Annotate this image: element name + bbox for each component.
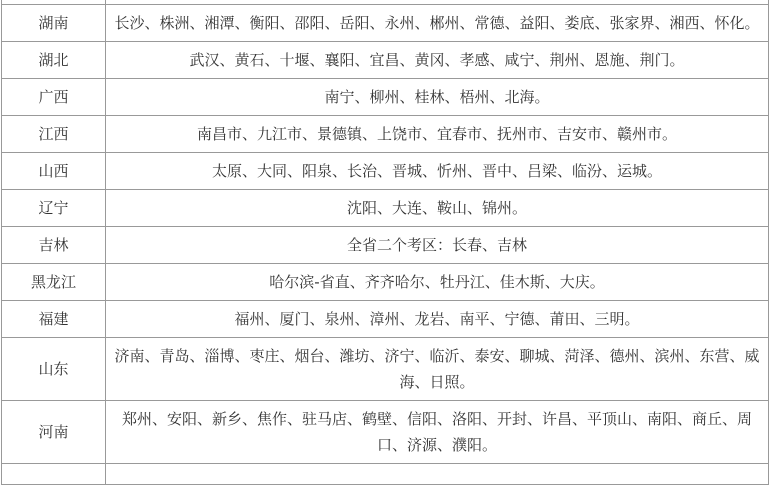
province-cell: 山西 [2,153,106,190]
province-table-body [2,0,769,485]
cities-cell: 太原、大同、阳泉、长治、晋城、忻州、晋中、吕梁、临汾、运城。 [106,153,769,190]
table-row [2,338,769,401]
province-city-table [1,0,769,485]
cities-cell: 南昌市、九江市、景德镇、上饶市、宜春市、抚州市、吉安市、赣州市。 [106,116,769,153]
table-row [2,190,769,227]
cities-cell: 长沙、株洲、湘潭、衡阳、邵阳、岳阳、永州、郴州、常德、益阳、娄底、张家界、湘西、怀化。 [106,5,769,42]
province-cell: 广西 [2,79,106,116]
table-row [2,5,769,42]
empty-cell [2,464,106,485]
table-row [2,401,769,464]
cities-cell: 沈阳、大连、鞍山、锦州。 [106,190,769,227]
province-cell: 福建 [2,301,106,338]
province-cell: 吉林 [2,227,106,264]
cities-cell: 福州、厦门、泉州、漳州、龙岩、南平、宁德、莆田、三明。 [106,301,769,338]
empty-cell [106,464,769,485]
cities-cell: 武汉、黄石、十堰、襄阳、宜昌、黄冈、孝感、咸宁、荆州、恩施、荆门。 [106,42,769,79]
cities-cell: 郑州、安阳、新乡、焦作、驻马店、鹤壁、信阳、洛阳、开封、许昌、平顶山、南阳、商丘、周口、济源、濮阳。 [106,401,769,464]
province-cell: 湖北 [2,42,106,79]
cities-cell: 全省二个考区：长春、吉林 [106,227,769,264]
province-cell: 黑龙江 [2,264,106,301]
cities-cell: 济南、青岛、淄博、枣庄、烟台、潍坊、济宁、临沂、泰安、聊城、菏泽、德州、滨州、东营、威海、日照。 [106,338,769,401]
table-row [2,301,769,338]
table-row [2,116,769,153]
table-row [2,227,769,264]
table-row [2,79,769,116]
province-cell: 江西 [2,116,106,153]
province-cell: 湖南 [2,5,106,42]
cities-cell: 南宁、柳州、桂林、梧州、北海。 [106,79,769,116]
clipped-row-bottom [2,464,769,485]
table-row [2,264,769,301]
cities-cell: 哈尔滨-省直、齐齐哈尔、牡丹江、佳木斯、大庆。 [106,264,769,301]
province-cell: 辽宁 [2,190,106,227]
table-row [2,42,769,79]
province-cell: 河南 [2,401,106,464]
table-row [2,153,769,190]
province-cell: 山东 [2,338,106,401]
